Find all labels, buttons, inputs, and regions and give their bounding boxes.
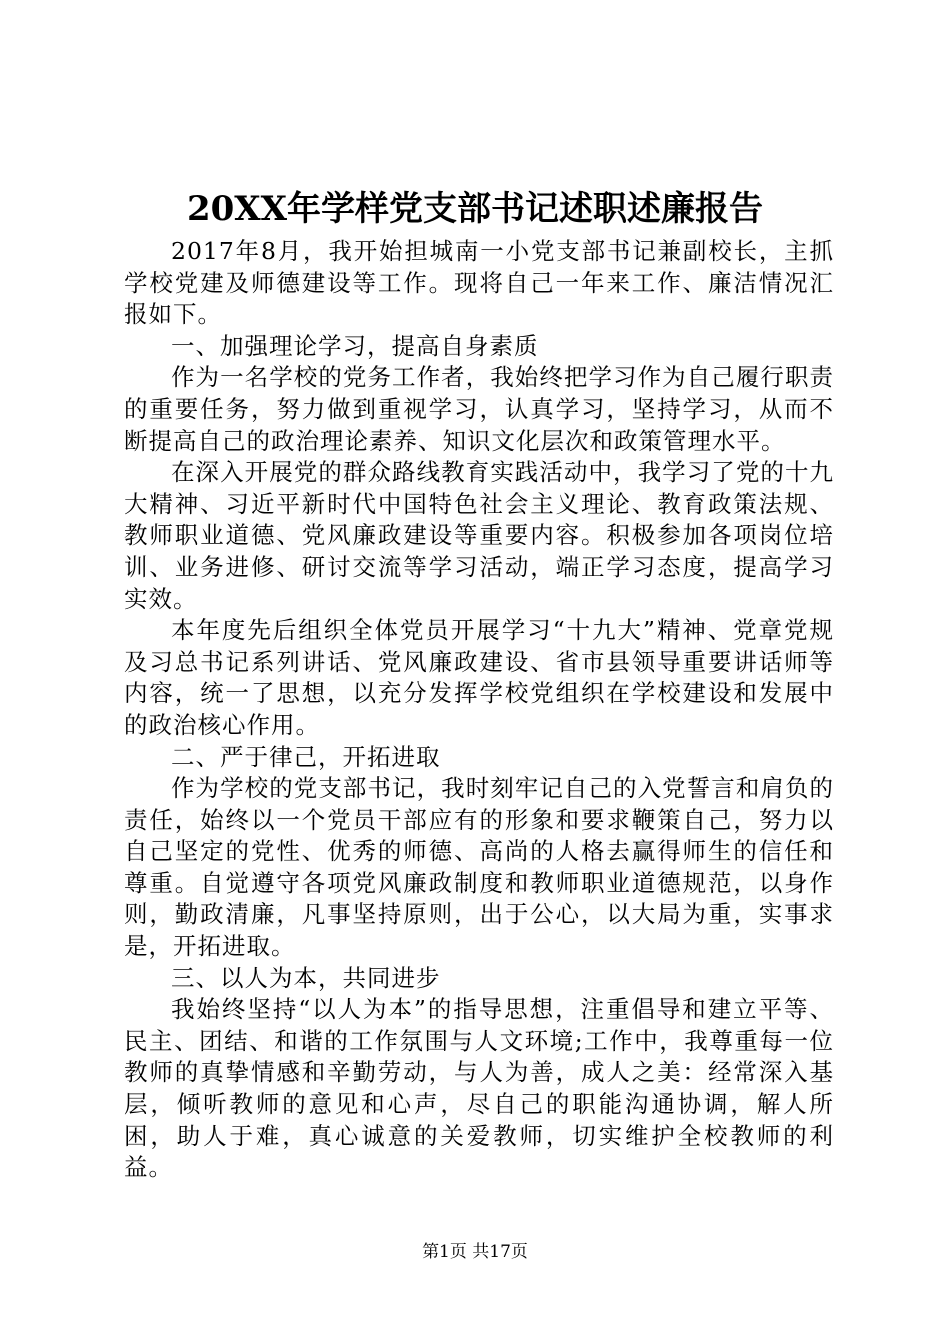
- section-heading-3: 三、以人为本，共同进步: [171, 963, 441, 992]
- section-heading-2: 二、严于律己，开拓进取: [171, 742, 441, 771]
- document-title: 20XX年学样党支部书记述职述廉报告: [186, 189, 764, 229]
- paragraph: 作为学校的党支部书记，我时刻牢记自己的入党誓言和肩负的责任，始终以一个党员干部应有的形象和要求鞭策自己，努力以自己坚定的党性、优秀的师德、高尚的人格去赢得师生的信任和尊重。自觉遵守各项党风廉政制度和教师职业道德规范，以身作则，勤政清廉，凡事坚持原则，出于公心，以大局为重，实事求是，开拓进取。: [124, 774, 834, 961]
- paragraph: 作为一名学校的党务工作者，我始终把学习作为自己履行职责的重要任务，努力做到重视学习，认真学习，坚持学习，从而不断提高自己的政治理论素养、知识文化层次和政策管理水平。: [124, 363, 834, 455]
- section-heading-1: 一、加强理论学习，提高自身素质: [171, 331, 539, 360]
- page-number: 第1页 共17页: [422, 1242, 528, 1262]
- document-body: [124, 236, 834, 1184]
- paragraph-intro: 2017年8月，我开始担城南一小党支部书记兼副校长，主抓学校党建及师德建设等工作。现将自己一年来工作、廉洁情况汇报如下。: [124, 237, 834, 329]
- paragraph: 在深入开展党的群众路线教育实践活动中，我学习了党的十九大精神、习近平新时代中国特色社会主义理论、教育政策法规、教师职业道德、党风廉政建设等重要内容。积极参加各项岗位培训、业务进修、研讨交流等学习活动，端正学习态度，提高学习实效。: [124, 458, 834, 613]
- paragraph: 本年度先后组织全体党员开展学习“十九大”精神、党章党规及习总书记系列讲话、党风廉政建设、省市县领导重要讲话师等内容，统一了思想，以充分发挥学校党组织在学校建设和发展中的政治核心作用。: [124, 616, 834, 739]
- paragraph: 我始终坚持“以人为本”的指导思想，注重倡导和建立平等、民主、团结、和谐的工作氛围与人文环境;工作中，我尊重每一位教师的真挚情感和辛勤劳动，与人为善，成人之美：经常深入基层，倾听教师的意见和心声，尽自己的职能沟通协调，解人所困，助人于难，真心诚意的关爱教师，切实维护全校教师的利益。: [124, 995, 834, 1182]
